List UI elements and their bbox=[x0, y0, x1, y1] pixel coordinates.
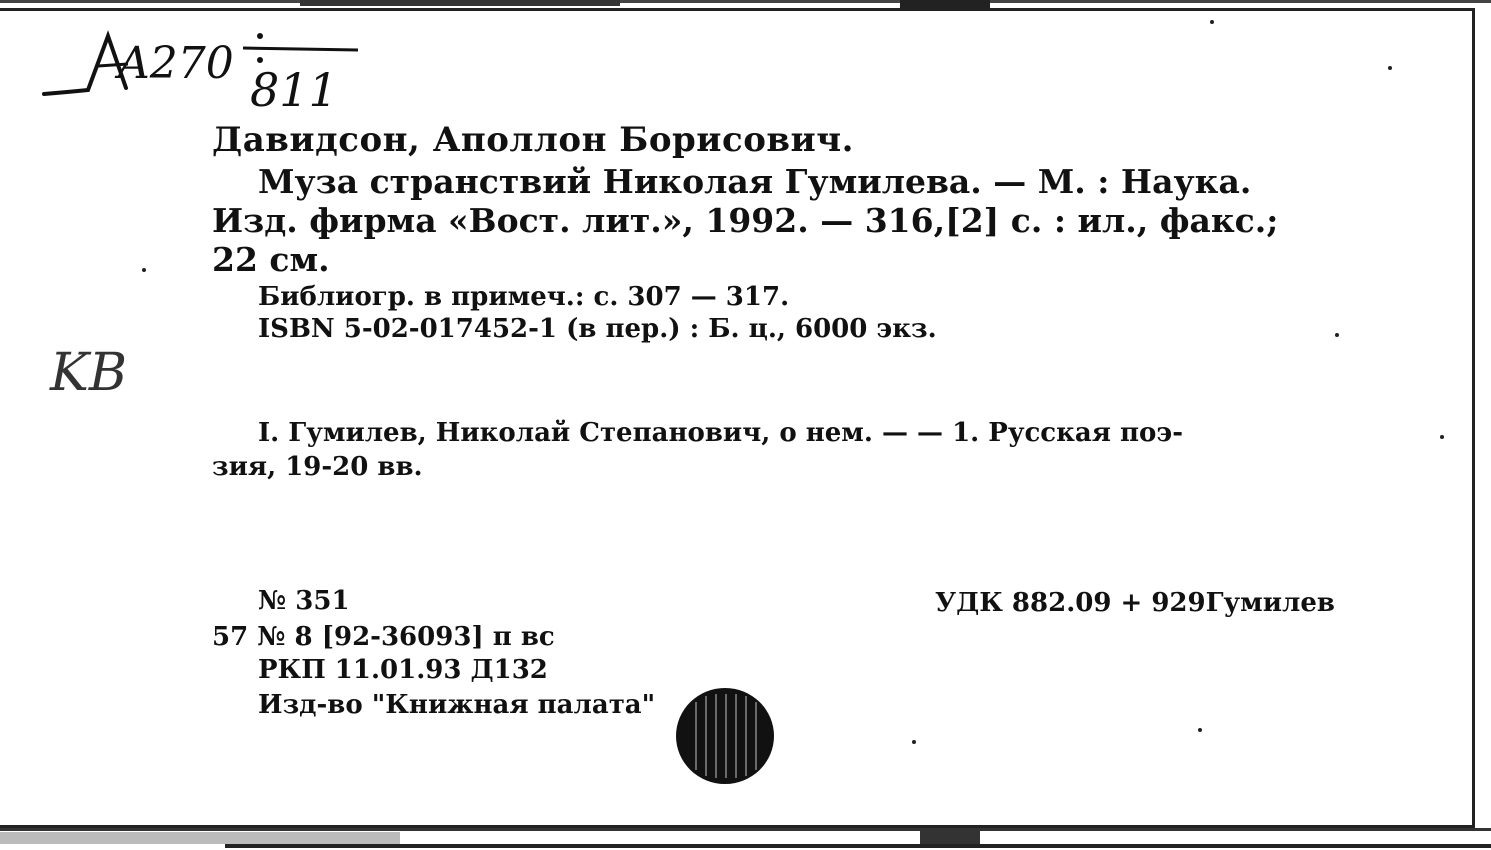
scan-speck bbox=[1210, 20, 1214, 24]
title-line-3: 22 см. bbox=[212, 240, 330, 279]
order-line: 57 № 8 [92-36093] п вс bbox=[212, 622, 555, 652]
scan-speck bbox=[1388, 66, 1392, 70]
scan-bottom-edge bbox=[0, 826, 1491, 850]
title-line-2: Изд. фирма «Вост. лит.», 1992. — 316,[2] с. : ил., факс.; bbox=[212, 201, 1279, 240]
scan-speck bbox=[1440, 435, 1444, 439]
scan-speck bbox=[1198, 728, 1202, 732]
scan-speck bbox=[142, 268, 146, 272]
shelfmark-fraction-text: 811 bbox=[250, 63, 338, 117]
isbn-line: ISBN 5-02-017452-1 (в пер.) : Б. ц., 6000 экз. bbox=[258, 314, 937, 344]
udk-classification: УДК 882.09 + 929Гумилев bbox=[935, 588, 1335, 618]
author-heading: Давидсон, Аполлон Борисович. bbox=[212, 120, 854, 160]
subjects-line-2: зия, 19-20 вв. bbox=[212, 452, 423, 482]
scan-speck bbox=[912, 740, 916, 744]
publisher-line: Изд-во "Книжная палата" bbox=[258, 690, 656, 720]
scan-speck bbox=[1335, 333, 1339, 337]
margin-note-text: KB bbox=[50, 343, 128, 403]
handwritten-shelfmark bbox=[38, 28, 378, 128]
card-number: № 351 bbox=[258, 586, 350, 616]
subjects-line-1: I. Гумилев, Николай Степанович, о нем. — — 1. Русская поэ- bbox=[258, 418, 1184, 448]
shelfmark-text: A270 bbox=[118, 38, 234, 89]
handwritten-margin-note bbox=[44, 330, 164, 410]
rkp-line: РКП 11.01.93 Д132 bbox=[258, 655, 548, 685]
punch-hole bbox=[676, 688, 774, 784]
bibliography-note: Библиогр. в примеч.: с. 307 — 317. bbox=[258, 282, 790, 312]
title-line-1: Муза странствий Николая Гумилева. — М. : Наука. bbox=[258, 162, 1252, 201]
